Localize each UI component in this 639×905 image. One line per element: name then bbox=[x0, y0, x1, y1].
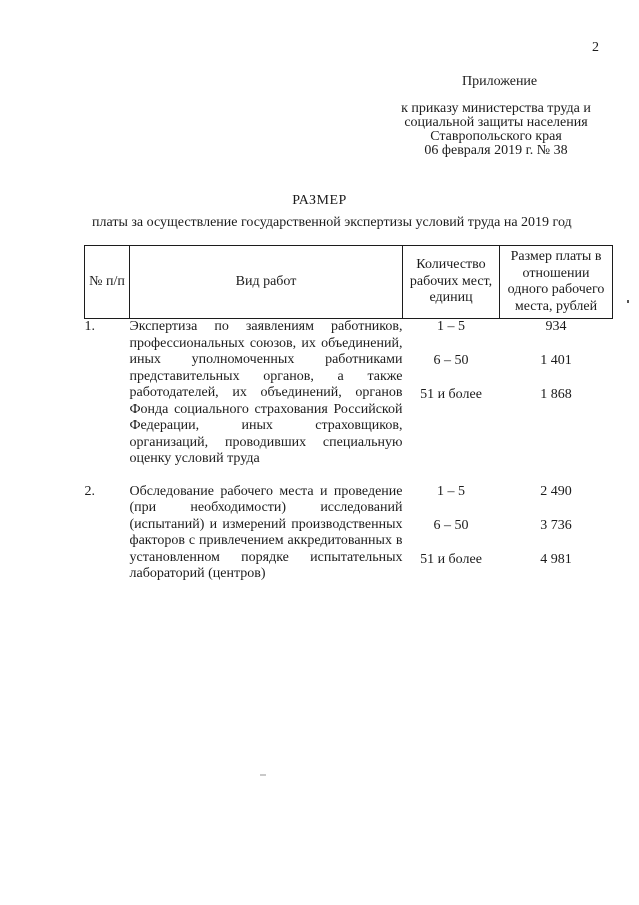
tier-count: 1 – 5 bbox=[437, 483, 465, 499]
tier-size: 2 490 bbox=[540, 483, 572, 499]
row-work-description: Экспертиза по заявлениям работников, профессиональных союзов, их объединений, иных уполномоченных работниками представительных органов, а также работодателей, их объединений, органов Фонда социального страхования Российской Федерации, иных страховщиков, организаций, проводивших специальную оценку условий труда bbox=[129, 319, 403, 466]
order-line: Ставропольского края bbox=[430, 129, 562, 144]
order-line: социальной защиты населения bbox=[404, 115, 588, 130]
tier-size: 1 401 bbox=[540, 353, 572, 368]
order-reference bbox=[380, 102, 612, 158]
tier-size: 3 736 bbox=[540, 517, 572, 533]
tier-size: 4 981 bbox=[540, 551, 572, 567]
table-row bbox=[85, 319, 613, 468]
appendix-title: Приложение bbox=[462, 74, 538, 89]
tier-size: 1 868 bbox=[540, 387, 572, 402]
tier-size: 934 bbox=[545, 319, 567, 334]
tier-count: 51 и более bbox=[420, 551, 482, 567]
row-sizes bbox=[500, 319, 613, 468]
table-row bbox=[85, 484, 613, 586]
row-spacer bbox=[85, 468, 613, 484]
row-number: 1. bbox=[84, 319, 95, 334]
document-title: РАЗМЕР bbox=[292, 193, 347, 208]
scan-smudge bbox=[260, 774, 266, 776]
table-header-row bbox=[85, 246, 613, 319]
row-work-description: Обследование рабочего места и проведение (при необходимости) исследований (испытаний) и измерений производственных факторов с привлечением аккредитованных в установленном порядке испытательных лабораторий (центров) bbox=[129, 483, 403, 581]
page-number: 2 bbox=[592, 40, 599, 55]
row-counts bbox=[403, 484, 500, 586]
row-sizes bbox=[500, 484, 613, 586]
header-workplace-count: Количество рабочих мест, единиц bbox=[403, 246, 500, 319]
header-num: № п/п bbox=[85, 246, 130, 319]
order-line: 06 февраля 2019 г. № 38 bbox=[424, 143, 568, 158]
row-number: 2. bbox=[84, 483, 95, 499]
order-line: к приказу министерства труда и bbox=[401, 101, 591, 116]
tier-count: 6 – 50 bbox=[433, 353, 469, 368]
tier-count: 51 и более bbox=[420, 387, 482, 402]
tier-count: 1 – 5 bbox=[437, 319, 465, 334]
header-work-type: Вид работ bbox=[130, 246, 403, 319]
row-counts bbox=[403, 319, 500, 468]
header-fee-size: Размер платы в отношении одного рабочего места, рублей bbox=[500, 246, 613, 319]
tier-count: 6 – 50 bbox=[433, 517, 469, 533]
document-subtitle: платы за осуществление государственной экспертизы условий труда на 2019 год bbox=[92, 215, 572, 230]
fee-table bbox=[84, 245, 613, 586]
scan-mark bbox=[627, 300, 629, 303]
